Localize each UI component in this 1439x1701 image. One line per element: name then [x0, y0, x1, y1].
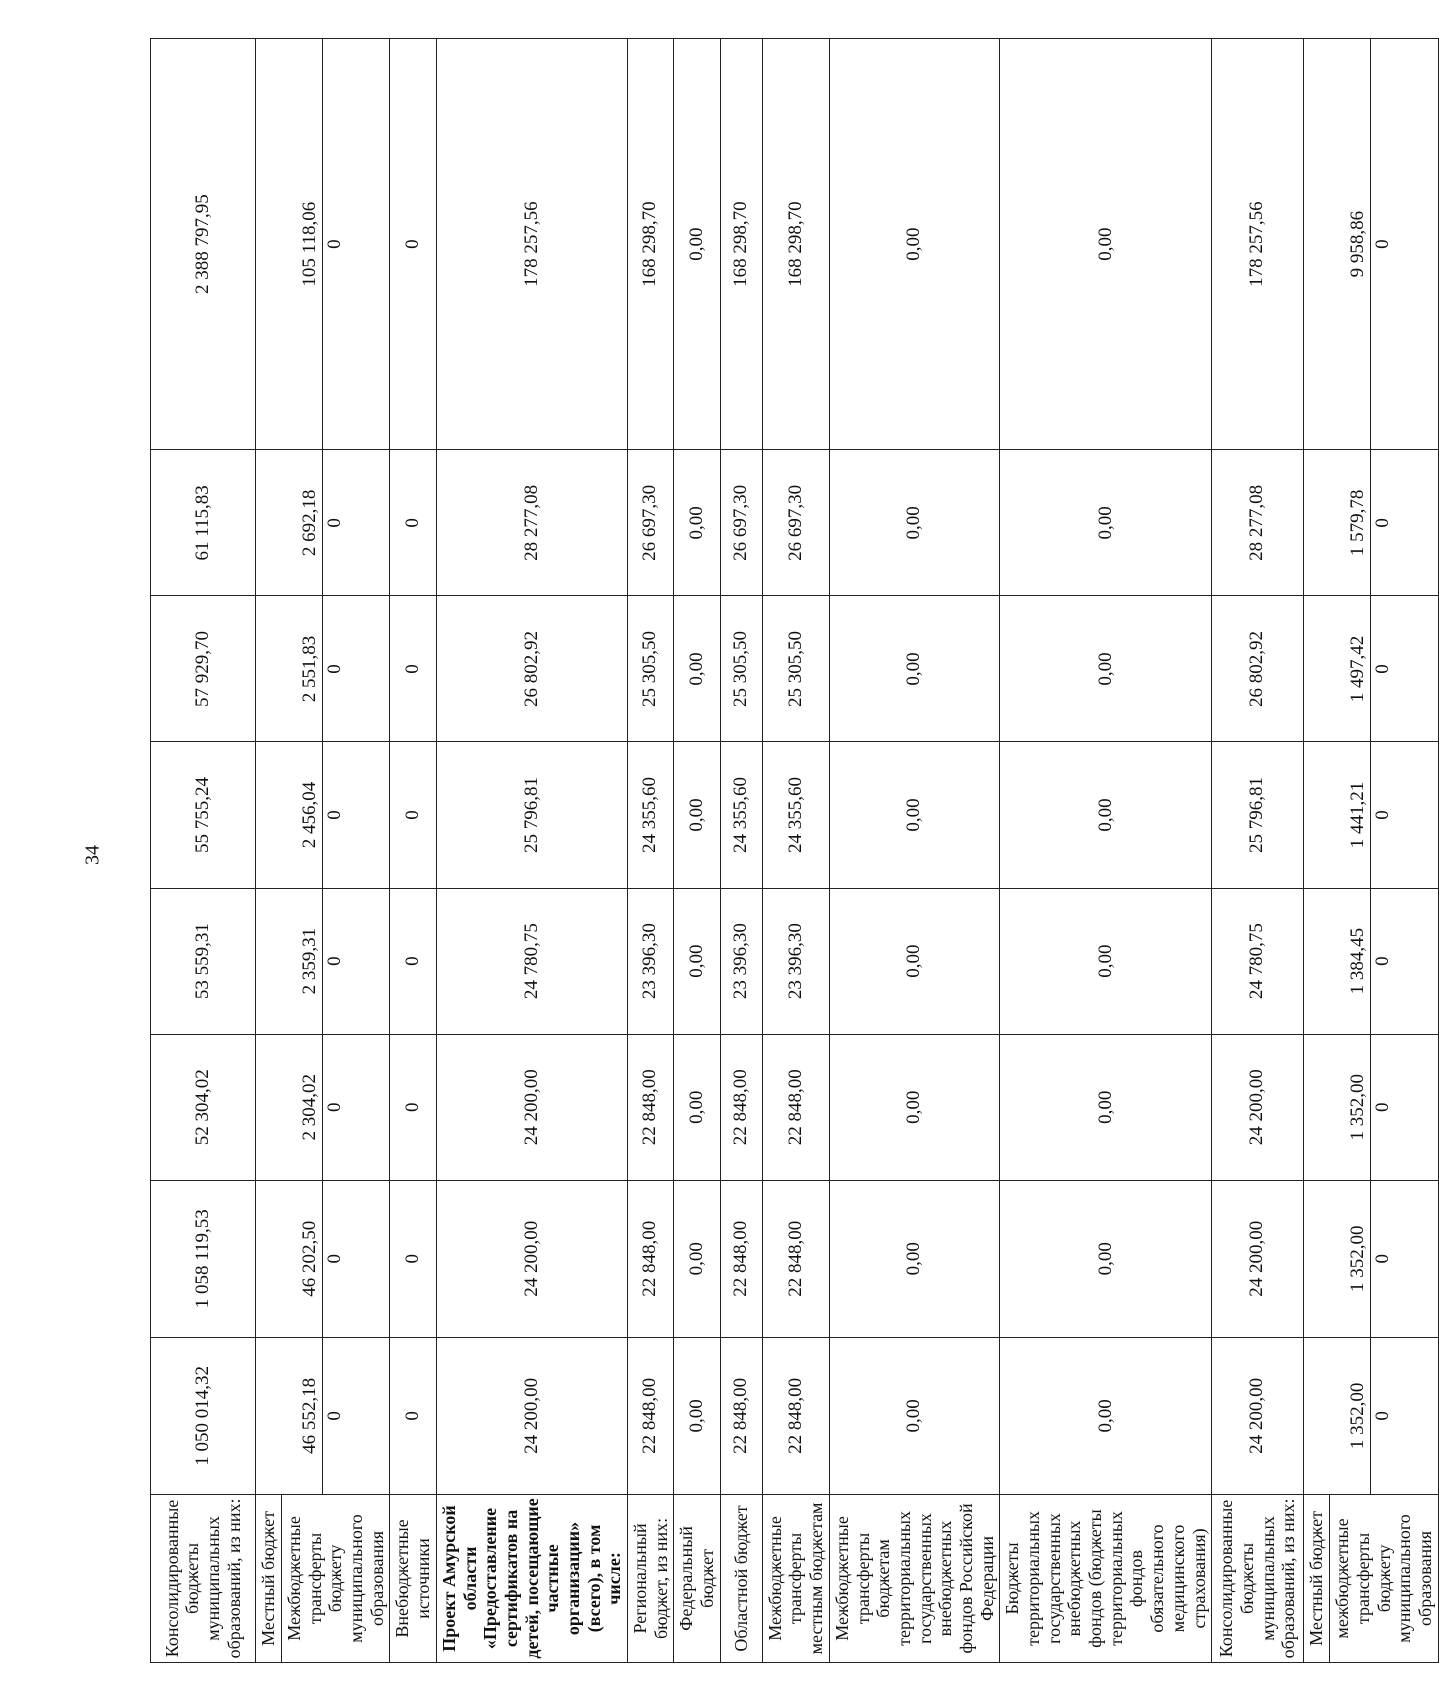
- cell-value: 0,00: [1000, 742, 1212, 888]
- cell-value: 0,00: [674, 1337, 720, 1494]
- cell-value: 0: [390, 1337, 436, 1494]
- cell-value: 0: [390, 742, 436, 888]
- cell-value: 0,00: [674, 888, 720, 1034]
- cell-value: 0: [1372, 956, 1394, 966]
- cell-value: 2 551,83: [298, 596, 323, 741]
- cell-value: 46 202,50: [298, 1181, 323, 1337]
- cell-split: [1304, 888, 1438, 1034]
- row-label: Бюджеты территориальных государственных внебюджетных фондов (бюджеты территориальных фондов обязательного медицинского страхования): [1000, 1494, 1212, 1662]
- cell-value: 1 384,45: [1346, 889, 1371, 1034]
- cell-value: 0,00: [829, 596, 1000, 742]
- cell-value: 0: [324, 1102, 346, 1112]
- cell-value: 1 352,00: [1346, 1035, 1371, 1180]
- cell-value: 0,00: [674, 1180, 720, 1337]
- cell-value: 23 396,30: [720, 888, 762, 1034]
- cell-split: [1304, 39, 1438, 450]
- cell-value: 0,00: [829, 1180, 1000, 1337]
- cell-value: 0,00: [829, 1034, 1000, 1180]
- cell-value: 25 305,50: [720, 596, 762, 742]
- cell-value: 0,00: [674, 450, 720, 596]
- cell-value: 25 796,81: [436, 742, 627, 888]
- table-row: [628, 39, 674, 1663]
- cell-value: 25 796,81: [1212, 742, 1304, 888]
- cell-value: 0: [1372, 1102, 1394, 1112]
- table-row: [1000, 39, 1212, 1663]
- cell-split: [1304, 1180, 1438, 1337]
- cell-split: [256, 1034, 390, 1180]
- cell-value: 24 200,00: [436, 1180, 627, 1337]
- cell-value: 0: [324, 664, 346, 674]
- cell-value: 26 697,30: [762, 450, 829, 596]
- cell-value: 0,00: [829, 450, 1000, 596]
- cell-value: 2 456,04: [298, 742, 323, 887]
- table-row: [151, 39, 256, 1663]
- cell-value: 0,00: [829, 742, 1000, 888]
- cell-value: 0,00: [1000, 1337, 1212, 1494]
- cell-value: 57 929,70: [151, 596, 256, 742]
- cell-value: 0,00: [674, 1034, 720, 1180]
- cell-value: 0: [324, 1411, 346, 1421]
- cell-value: 168 298,70: [628, 39, 674, 450]
- row-label: межбюджетные трансферты бюджету муниципального образования: [1330, 1494, 1438, 1662]
- cell-value: 22 848,00: [628, 1180, 674, 1337]
- cell-value: 2 692,18: [298, 450, 323, 595]
- cell-value: 2 304,02: [298, 1035, 323, 1180]
- cell-value: 168 298,70: [720, 39, 762, 450]
- cell-split: [256, 742, 390, 888]
- cell-value: 0: [1372, 1411, 1394, 1421]
- cell-split: [256, 888, 390, 1034]
- row-label: Межбюджетные трансферты бюджету муниципального образования: [282, 1494, 390, 1662]
- cell-value: 1 441,21: [1346, 742, 1371, 887]
- cell-value: 0: [390, 1180, 436, 1337]
- cell-value: 0: [390, 450, 436, 596]
- cell-value: 24 200,00: [1212, 1034, 1304, 1180]
- row-label: Межбюджетные трансферты бюджетам территориальных государственных внебюджетных фондов Российской Федерации: [829, 1494, 1000, 1662]
- row-label: Федеральный бюджет: [674, 1494, 720, 1662]
- cell-value: 1 050 014,32: [151, 1337, 256, 1494]
- cell-value: 24 200,00: [1212, 1180, 1304, 1337]
- cell-value: 2 359,31: [298, 889, 323, 1034]
- cell-value: 0,00: [1000, 39, 1212, 450]
- cell-value: 53 559,31: [151, 888, 256, 1034]
- row-label: Консолидированные бюджеты муниципальных образований, из них:: [1212, 1494, 1304, 1662]
- cell-value: 0,00: [1000, 1034, 1212, 1180]
- cell-value: 24 780,75: [436, 888, 627, 1034]
- cell-value: 0: [324, 239, 346, 249]
- cell-value: 0: [1372, 664, 1394, 674]
- row-label: Консолидированные бюджеты муниципальных образований, из них:: [151, 1494, 256, 1662]
- row-label: Местный бюджет: [256, 1494, 282, 1662]
- cell-split: [256, 450, 390, 596]
- cell-value: 0: [1372, 810, 1394, 820]
- cell-split: [1304, 1337, 1438, 1494]
- cell-value: 24 200,00: [436, 1337, 627, 1494]
- table-row: [720, 39, 762, 1663]
- table-row: [674, 39, 720, 1663]
- cell-value: 22 848,00: [762, 1180, 829, 1337]
- cell-value: 24 355,60: [720, 742, 762, 888]
- table-row: [390, 39, 436, 1663]
- page-number: 34: [81, 845, 104, 865]
- cell-value: 22 848,00: [628, 1337, 674, 1494]
- cell-value: 0: [390, 1034, 436, 1180]
- cell-value: 0,00: [1000, 450, 1212, 596]
- cell-split: [1304, 450, 1438, 596]
- cell-value: 0,00: [674, 596, 720, 742]
- cell-value: 24 355,60: [762, 742, 829, 888]
- cell-value: 0,00: [674, 742, 720, 888]
- cell-value: 24 355,60: [628, 742, 674, 888]
- cell-split: [256, 39, 390, 450]
- cell-value: 0,00: [1000, 596, 1212, 742]
- cell-value: 26 802,92: [1212, 596, 1304, 742]
- cell-value: 22 848,00: [762, 1337, 829, 1494]
- cell-value: 24 200,00: [436, 1034, 627, 1180]
- cell-value: 0: [324, 956, 346, 966]
- cell-value: 0: [1372, 518, 1394, 528]
- cell-value: 23 396,30: [628, 888, 674, 1034]
- cell-value: 26 697,30: [720, 450, 762, 596]
- row-label: Внебюджетные источники: [390, 1494, 436, 1662]
- row-label: Местный бюджет: [1304, 1494, 1330, 1662]
- cell-value: 26 802,92: [436, 596, 627, 742]
- cell-value: 0,00: [674, 39, 720, 450]
- cell-value: 24 780,75: [1212, 888, 1304, 1034]
- cell-split: [1304, 742, 1438, 888]
- cell-value: 1 352,00: [1346, 1338, 1371, 1494]
- cell-value: 25 305,50: [628, 596, 674, 742]
- cell-value: 22 848,00: [628, 1034, 674, 1180]
- cell-value: 178 257,56: [436, 39, 627, 450]
- cell-value: 22 848,00: [720, 1337, 762, 1494]
- cell-value: 1 352,00: [1346, 1181, 1371, 1337]
- cell-value: 0: [1372, 239, 1394, 249]
- cell-value: 178 257,56: [1212, 39, 1304, 450]
- cell-value: 61 115,83: [151, 450, 256, 596]
- cell-value: 0: [324, 810, 346, 820]
- cell-split: [1304, 596, 1438, 742]
- cell-value: 2 388 797,95: [151, 39, 256, 450]
- table-row: [1212, 39, 1304, 1663]
- budget-table: [150, 38, 1439, 1663]
- cell-value: 9 958,86: [1346, 39, 1371, 449]
- table-row: [1304, 39, 1330, 1663]
- table-row: [762, 39, 829, 1663]
- cell-value: 1 497,42: [1346, 596, 1371, 741]
- row-label: Региональный бюджет, из них:: [628, 1494, 674, 1662]
- cell-value: 0,00: [1000, 888, 1212, 1034]
- cell-value: 22 848,00: [720, 1034, 762, 1180]
- cell-value: 0,00: [829, 888, 1000, 1034]
- cell-split: [256, 1337, 390, 1494]
- cell-value: 0,00: [1000, 1180, 1212, 1337]
- cell-value: 52 304,02: [151, 1034, 256, 1180]
- cell-value: 0: [324, 1254, 346, 1264]
- cell-value: 25 305,50: [762, 596, 829, 742]
- cell-value: 1 058 119,53: [151, 1180, 256, 1337]
- cell-value: 0,00: [829, 39, 1000, 450]
- cell-split: [256, 1180, 390, 1337]
- row-label: Областной бюджет: [720, 1494, 762, 1662]
- cell-value: 24 200,00: [1212, 1337, 1304, 1494]
- table-row: [829, 39, 1000, 1663]
- cell-value: 0: [324, 518, 346, 528]
- table-row: [436, 39, 627, 1663]
- cell-value: 28 277,08: [436, 450, 627, 596]
- cell-value: 0: [390, 39, 436, 450]
- cell-value: 23 396,30: [762, 888, 829, 1034]
- cell-value: 0: [390, 596, 436, 742]
- table-row: [256, 39, 282, 1663]
- cell-value: 28 277,08: [1212, 450, 1304, 596]
- rotated-table-container: [150, 38, 1435, 1663]
- cell-value: 22 848,00: [762, 1034, 829, 1180]
- row-label: Проект Амурской области «Предоставление сертификатов на детей, посещающие частные организации» (всего), в том числе:: [436, 1494, 627, 1662]
- cell-value: 168 298,70: [762, 39, 829, 450]
- row-label: Межбюджетные трансферты местным бюджетам: [762, 1494, 829, 1662]
- cell-value: 1 579,78: [1346, 450, 1371, 595]
- cell-value: 55 755,24: [151, 742, 256, 888]
- cell-split: [256, 596, 390, 742]
- cell-value: 105 118,06: [298, 39, 323, 449]
- cell-value: 46 552,18: [298, 1338, 323, 1494]
- cell-value: 0: [1372, 1254, 1394, 1264]
- cell-value: 22 848,00: [720, 1180, 762, 1337]
- cell-value: 26 697,30: [628, 450, 674, 596]
- cell-value: 0,00: [829, 1337, 1000, 1494]
- cell-value: 0: [390, 888, 436, 1034]
- cell-split: [1304, 1034, 1438, 1180]
